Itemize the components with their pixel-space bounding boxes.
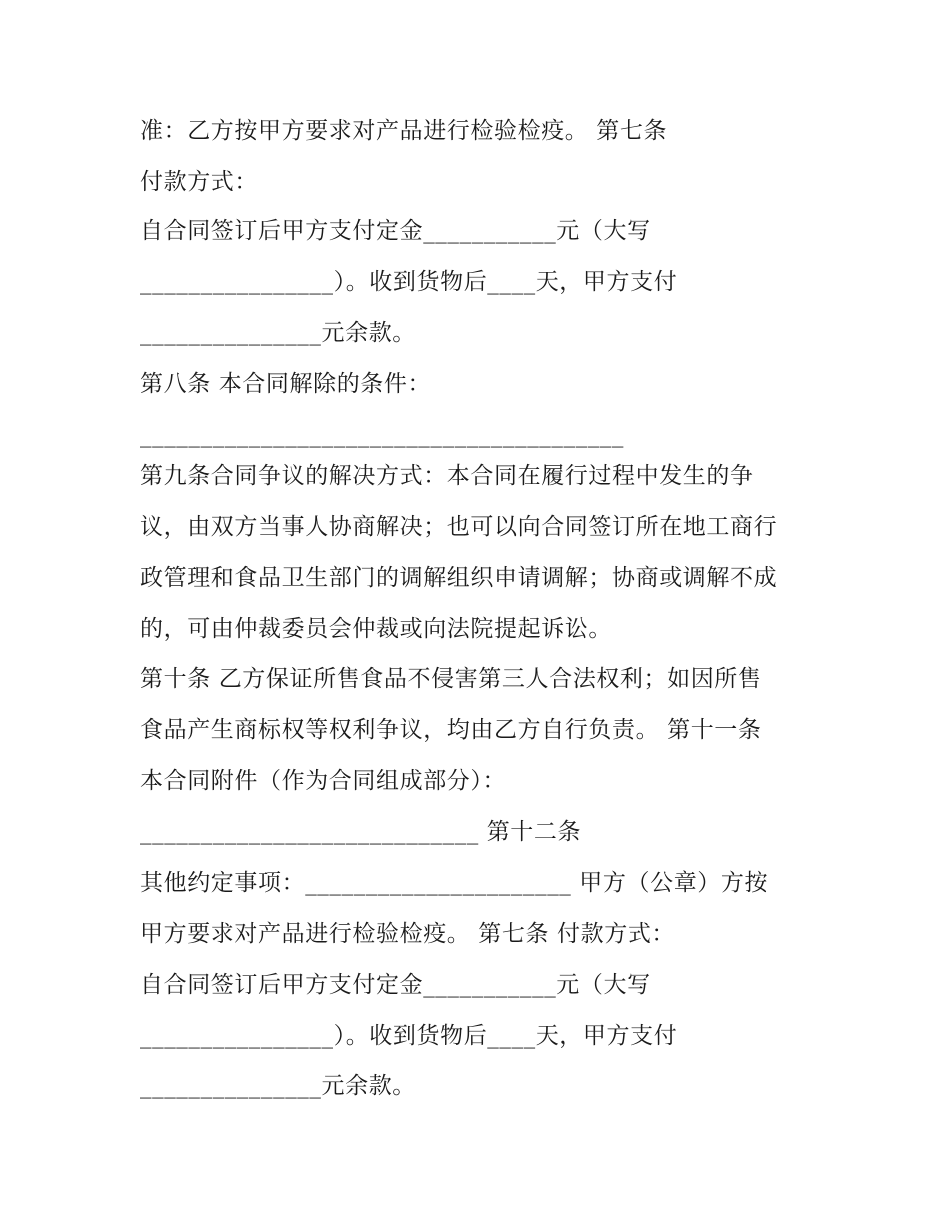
text-line: 本合同附件（作为合同组成部分）： xyxy=(140,768,507,794)
text-line: 食品产生商标权等权利争议，均由乙方自行负责。 第十一条 xyxy=(140,717,762,743)
text-line: 其他约定事项：______________________ 甲方（公章）方按 xyxy=(140,870,769,896)
text-line: 第十条 乙方保证所售食品不侵害第三人合法权利；如因所售 xyxy=(140,666,762,692)
text-line: 准：乙方按甲方要求对产品进行检验检疫。 第七条 xyxy=(140,118,668,144)
text-line: _______________元余款。 xyxy=(140,320,416,346)
text-line: 第九条合同争议的解决方式：本合同在履行过程中发生的争 xyxy=(140,463,754,489)
text-line: ________________________________________ xyxy=(140,422,624,448)
text-line: 自合同签订后甲方支付定金___________元（大写 xyxy=(140,972,651,998)
text-line: ________________）。收到货物后____天，甲方支付 xyxy=(140,1023,678,1049)
text-line: _______________元余款。 xyxy=(140,1073,416,1099)
text-line: ____________________________ 第十二条 xyxy=(140,819,582,845)
text-line: 议，由双方当事人协商解决；也可以向合同签订所在地工商行 xyxy=(140,514,778,540)
text-line: ________________）。收到货物后____天，甲方支付 xyxy=(140,269,678,295)
text-line: 的，可由仲裁委员会仲裁或向法院提起诉讼。 xyxy=(140,616,612,642)
text-line: 第八条 本合同解除的条件： xyxy=(140,371,432,397)
text-line: 甲方要求对产品进行检验检疫。 第七条 付款方式： xyxy=(140,921,676,947)
text-line: 自合同签订后甲方支付定金___________元（大写 xyxy=(140,218,651,244)
text-line: 付款方式： xyxy=(140,169,258,195)
text-line: 政管理和食品卫生部门的调解组织申请调解；协商或调解不成 xyxy=(140,565,778,591)
